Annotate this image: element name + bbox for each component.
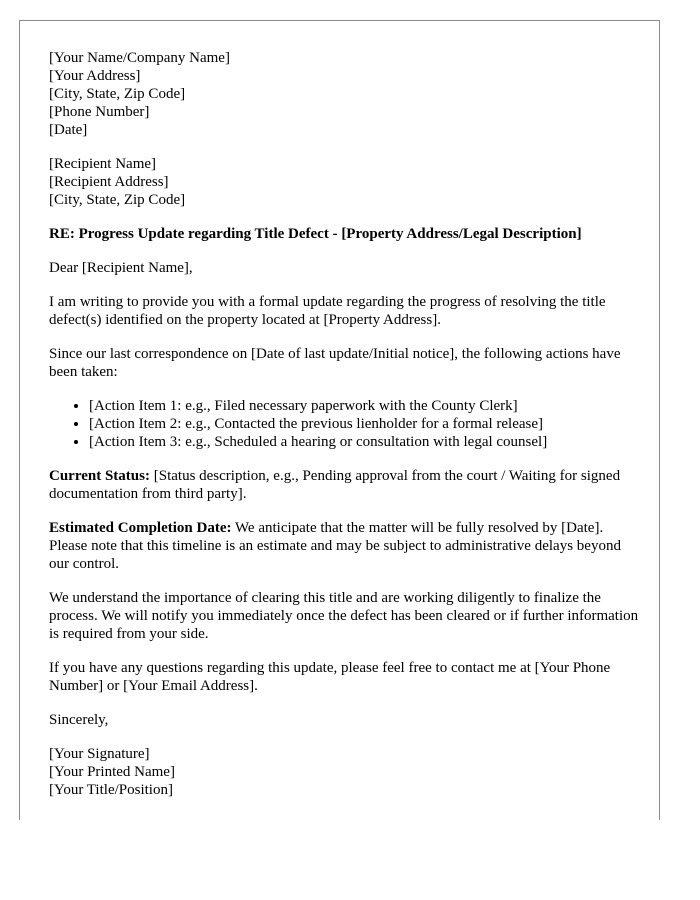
sender-address: [Your Address] — [49, 68, 141, 84]
estimated-completion-paragraph — [49, 519, 639, 573]
list-item: • [Action Item 2: e.g., Contacted the previous lienholder for a formal release] — [89, 415, 639, 433]
estimated-completion-text: We anticipate that the matter will be fully resolved by [Date]. Please note that this timeline is an estimate and may be subject to administrative delays beyond our control. — [49, 520, 621, 572]
sender-city: [City, State, Zip Code] — [49, 86, 186, 102]
current-status-paragraph — [49, 467, 639, 503]
estimated-completion-label: Estimated Completion Date: — [49, 520, 232, 536]
letter-body — [49, 49, 639, 799]
actions-intro-paragraph: Since our last correspondence on [Date of last update/Initial notice], the following actions have been taken: — [49, 346, 621, 380]
current-status-label: Current Status: — [49, 468, 150, 484]
recipient-address: [Recipient Address] — [49, 174, 169, 190]
signature-block — [49, 745, 639, 799]
intro-paragraph: I am writing to provide you with a formal update regarding the progress of resolving the title defect(s) identified on the property located at [Property Address]. — [49, 294, 606, 328]
signature-line: [Your Signature] — [49, 746, 150, 762]
recipient-block — [49, 155, 639, 209]
action-items-list — [49, 397, 639, 451]
closing-paragraph: We understand the importance of clearing this title and are working diligently to finalize the process. We will notify you immediately once the defect has been cleared or if further information is required from your side. — [49, 590, 639, 642]
list-item: • [Action Item 1: e.g., Filed necessary paperwork with the County Clerk] — [89, 397, 639, 415]
list-item: • [Action Item 3: e.g., Scheduled a hearing or consultation with legal counsel] — [89, 433, 639, 451]
printed-name: [Your Printed Name] — [49, 764, 175, 780]
title-position: [Your Title/Position] — [49, 782, 173, 798]
subject-line: RE: Progress Update regarding Title Defect - [Property Address/Legal Description] — [49, 226, 582, 242]
sender-phone: [Phone Number] — [49, 104, 150, 120]
recipient-city: [City, State, Zip Code] — [49, 192, 186, 208]
contact-paragraph: If you have any questions regarding this update, please feel free to contact me at [Your Phone Number] or [Your Email Address]. — [49, 660, 611, 694]
current-status-text: [Status description, e.g., Pending approval from the court / Waiting for signed documentation from third party]. — [49, 468, 621, 502]
sender-block — [49, 49, 639, 139]
sender-name: [Your Name/Company Name] — [49, 50, 230, 66]
recipient-name: [Recipient Name] — [49, 156, 157, 172]
letter-page — [19, 20, 660, 820]
sign-off: Sincerely, — [49, 712, 109, 728]
letter-date: [Date] — [49, 122, 88, 138]
salutation: Dear [Recipient Name], — [49, 260, 193, 276]
